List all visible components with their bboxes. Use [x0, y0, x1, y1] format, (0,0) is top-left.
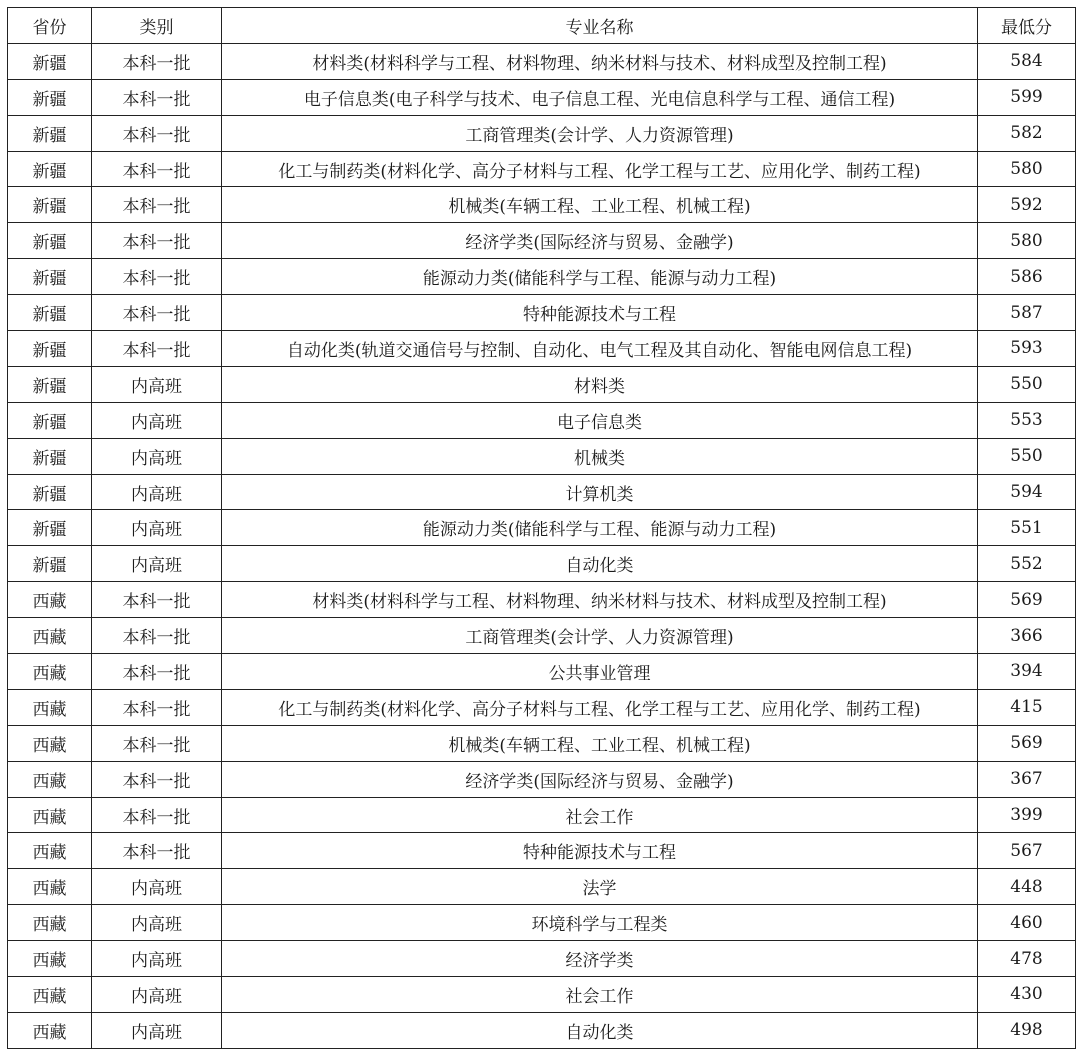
table-row: [8, 941, 1076, 977]
cell-category: 本科一批: [92, 187, 222, 223]
cell-min-score: 553: [978, 402, 1076, 438]
cell-major: 自动化类: [222, 546, 978, 582]
cell-major: 公共事业管理: [222, 654, 978, 690]
cell-province: 西藏: [8, 725, 92, 761]
cell-province: 新疆: [8, 366, 92, 402]
cell-min-score: 415: [978, 689, 1076, 725]
table-row: [8, 474, 1076, 510]
cell-major: 材料类(材料科学与工程、材料物理、纳米材料与技术、材料成型及控制工程): [222, 43, 978, 79]
cell-category: 本科一批: [92, 43, 222, 79]
cell-category: 内高班: [92, 510, 222, 546]
cell-min-score: 552: [978, 546, 1076, 582]
table-row: [8, 654, 1076, 690]
cell-major: 特种能源技术与工程: [222, 833, 978, 869]
table-row: [8, 331, 1076, 367]
cell-province: 新疆: [8, 510, 92, 546]
cell-category: 本科一批: [92, 79, 222, 115]
cell-min-score: 478: [978, 941, 1076, 977]
cell-category: 内高班: [92, 438, 222, 474]
table-row: [8, 43, 1076, 79]
cell-major: 化工与制药类(材料化学、高分子材料与工程、化学工程与工艺、应用化学、制药工程): [222, 689, 978, 725]
cell-category: 内高班: [92, 905, 222, 941]
table-row: [8, 366, 1076, 402]
cell-category: 内高班: [92, 941, 222, 977]
cell-province: 西藏: [8, 618, 92, 654]
cell-major: 自动化类: [222, 1012, 978, 1048]
cell-major: 工商管理类(会计学、人力资源管理): [222, 618, 978, 654]
cell-category: 本科一批: [92, 654, 222, 690]
header-row: [8, 8, 1076, 44]
cell-major: 社会工作: [222, 797, 978, 833]
cell-major: 经济学类(国际经济与贸易、金融学): [222, 761, 978, 797]
table-header: [8, 8, 1076, 44]
cell-major: 特种能源技术与工程: [222, 295, 978, 331]
cell-major: 能源动力类(储能科学与工程、能源与动力工程): [222, 510, 978, 546]
cell-category: 本科一批: [92, 259, 222, 295]
cell-major: 机械类: [222, 438, 978, 474]
cell-major: 机械类(车辆工程、工业工程、机械工程): [222, 187, 978, 223]
cell-province: 西藏: [8, 977, 92, 1013]
table-row: [8, 510, 1076, 546]
cell-major: 环境科学与工程类: [222, 905, 978, 941]
cell-major: 材料类: [222, 366, 978, 402]
cell-min-score: 498: [978, 1012, 1076, 1048]
cell-province: 西藏: [8, 905, 92, 941]
cell-province: 西藏: [8, 797, 92, 833]
cell-category: 内高班: [92, 546, 222, 582]
cell-min-score: 430: [978, 977, 1076, 1013]
cell-province: 新疆: [8, 223, 92, 259]
cell-province: 新疆: [8, 295, 92, 331]
admission-scores-table: [7, 7, 1076, 1049]
cell-min-score: 599: [978, 79, 1076, 115]
cell-province: 西藏: [8, 654, 92, 690]
cell-province: 西藏: [8, 582, 92, 618]
cell-category: 本科一批: [92, 725, 222, 761]
cell-min-score: 366: [978, 618, 1076, 654]
cell-province: 新疆: [8, 474, 92, 510]
cell-category: 本科一批: [92, 761, 222, 797]
cell-min-score: 550: [978, 438, 1076, 474]
table-row: [8, 1012, 1076, 1048]
cell-min-score: 567: [978, 833, 1076, 869]
cell-min-score: 460: [978, 905, 1076, 941]
cell-category: 本科一批: [92, 618, 222, 654]
cell-province: 新疆: [8, 402, 92, 438]
cell-category: 内高班: [92, 474, 222, 510]
table-row: [8, 869, 1076, 905]
table-row: [8, 438, 1076, 474]
table-row: [8, 79, 1076, 115]
cell-province: 新疆: [8, 151, 92, 187]
cell-province: 新疆: [8, 259, 92, 295]
table-row: [8, 977, 1076, 1013]
cell-province: 西藏: [8, 833, 92, 869]
cell-min-score: 593: [978, 331, 1076, 367]
cell-category: 本科一批: [92, 331, 222, 367]
admission-scores-table-container: [7, 7, 1075, 1049]
table-row: [8, 259, 1076, 295]
table-row: [8, 187, 1076, 223]
cell-category: 内高班: [92, 977, 222, 1013]
cell-min-score: 569: [978, 725, 1076, 761]
cell-major: 工商管理类(会计学、人力资源管理): [222, 115, 978, 151]
cell-min-score: 569: [978, 582, 1076, 618]
cell-major: 自动化类(轨道交通信号与控制、自动化、电气工程及其自动化、智能电网信息工程): [222, 331, 978, 367]
cell-min-score: 584: [978, 43, 1076, 79]
header-province: 省份: [8, 8, 92, 44]
cell-province: 新疆: [8, 115, 92, 151]
cell-min-score: 594: [978, 474, 1076, 510]
cell-province: 西藏: [8, 941, 92, 977]
cell-category: 本科一批: [92, 833, 222, 869]
cell-major: 电子信息类(电子科学与技术、电子信息工程、光电信息科学与工程、通信工程): [222, 79, 978, 115]
cell-province: 西藏: [8, 761, 92, 797]
cell-major: 法学: [222, 869, 978, 905]
cell-min-score: 399: [978, 797, 1076, 833]
cell-category: 内高班: [92, 366, 222, 402]
cell-major: 社会工作: [222, 977, 978, 1013]
table-row: [8, 618, 1076, 654]
cell-major: 计算机类: [222, 474, 978, 510]
table-row: [8, 115, 1076, 151]
header-major: 专业名称: [222, 8, 978, 44]
table-row: [8, 402, 1076, 438]
cell-category: 本科一批: [92, 797, 222, 833]
cell-category: 内高班: [92, 402, 222, 438]
table-row: [8, 725, 1076, 761]
cell-min-score: 448: [978, 869, 1076, 905]
table-row: [8, 582, 1076, 618]
cell-min-score: 580: [978, 151, 1076, 187]
cell-province: 西藏: [8, 689, 92, 725]
cell-category: 本科一批: [92, 223, 222, 259]
table-row: [8, 761, 1076, 797]
cell-min-score: 582: [978, 115, 1076, 151]
cell-category: 本科一批: [92, 689, 222, 725]
cell-min-score: 587: [978, 295, 1076, 331]
table-row: [8, 905, 1076, 941]
table-row: [8, 797, 1076, 833]
cell-min-score: 586: [978, 259, 1076, 295]
cell-province: 新疆: [8, 187, 92, 223]
cell-major: 机械类(车辆工程、工业工程、机械工程): [222, 725, 978, 761]
table-row: [8, 546, 1076, 582]
header-min-score: 最低分: [978, 8, 1076, 44]
header-category: 类别: [92, 8, 222, 44]
cell-category: 本科一批: [92, 115, 222, 151]
cell-min-score: 592: [978, 187, 1076, 223]
table-row: [8, 833, 1076, 869]
cell-category: 本科一批: [92, 151, 222, 187]
cell-province: 新疆: [8, 438, 92, 474]
table-row: [8, 151, 1076, 187]
cell-province: 西藏: [8, 869, 92, 905]
cell-category: 内高班: [92, 1012, 222, 1048]
cell-min-score: 550: [978, 366, 1076, 402]
table-row: [8, 689, 1076, 725]
cell-major: 材料类(材料科学与工程、材料物理、纳米材料与技术、材料成型及控制工程): [222, 582, 978, 618]
cell-major: 电子信息类: [222, 402, 978, 438]
cell-major: 经济学类(国际经济与贸易、金融学): [222, 223, 978, 259]
cell-major: 化工与制药类(材料化学、高分子材料与工程、化学工程与工艺、应用化学、制药工程): [222, 151, 978, 187]
cell-min-score: 580: [978, 223, 1076, 259]
cell-major: 经济学类: [222, 941, 978, 977]
table-row: [8, 223, 1076, 259]
cell-category: 内高班: [92, 869, 222, 905]
cell-province: 新疆: [8, 79, 92, 115]
table-row: [8, 295, 1076, 331]
cell-province: 新疆: [8, 43, 92, 79]
cell-province: 新疆: [8, 331, 92, 367]
cell-category: 本科一批: [92, 295, 222, 331]
cell-province: 西藏: [8, 1012, 92, 1048]
cell-province: 新疆: [8, 546, 92, 582]
table-body: [8, 43, 1076, 1048]
cell-min-score: 394: [978, 654, 1076, 690]
cell-category: 本科一批: [92, 582, 222, 618]
cell-major: 能源动力类(储能科学与工程、能源与动力工程): [222, 259, 978, 295]
cell-min-score: 367: [978, 761, 1076, 797]
cell-min-score: 551: [978, 510, 1076, 546]
